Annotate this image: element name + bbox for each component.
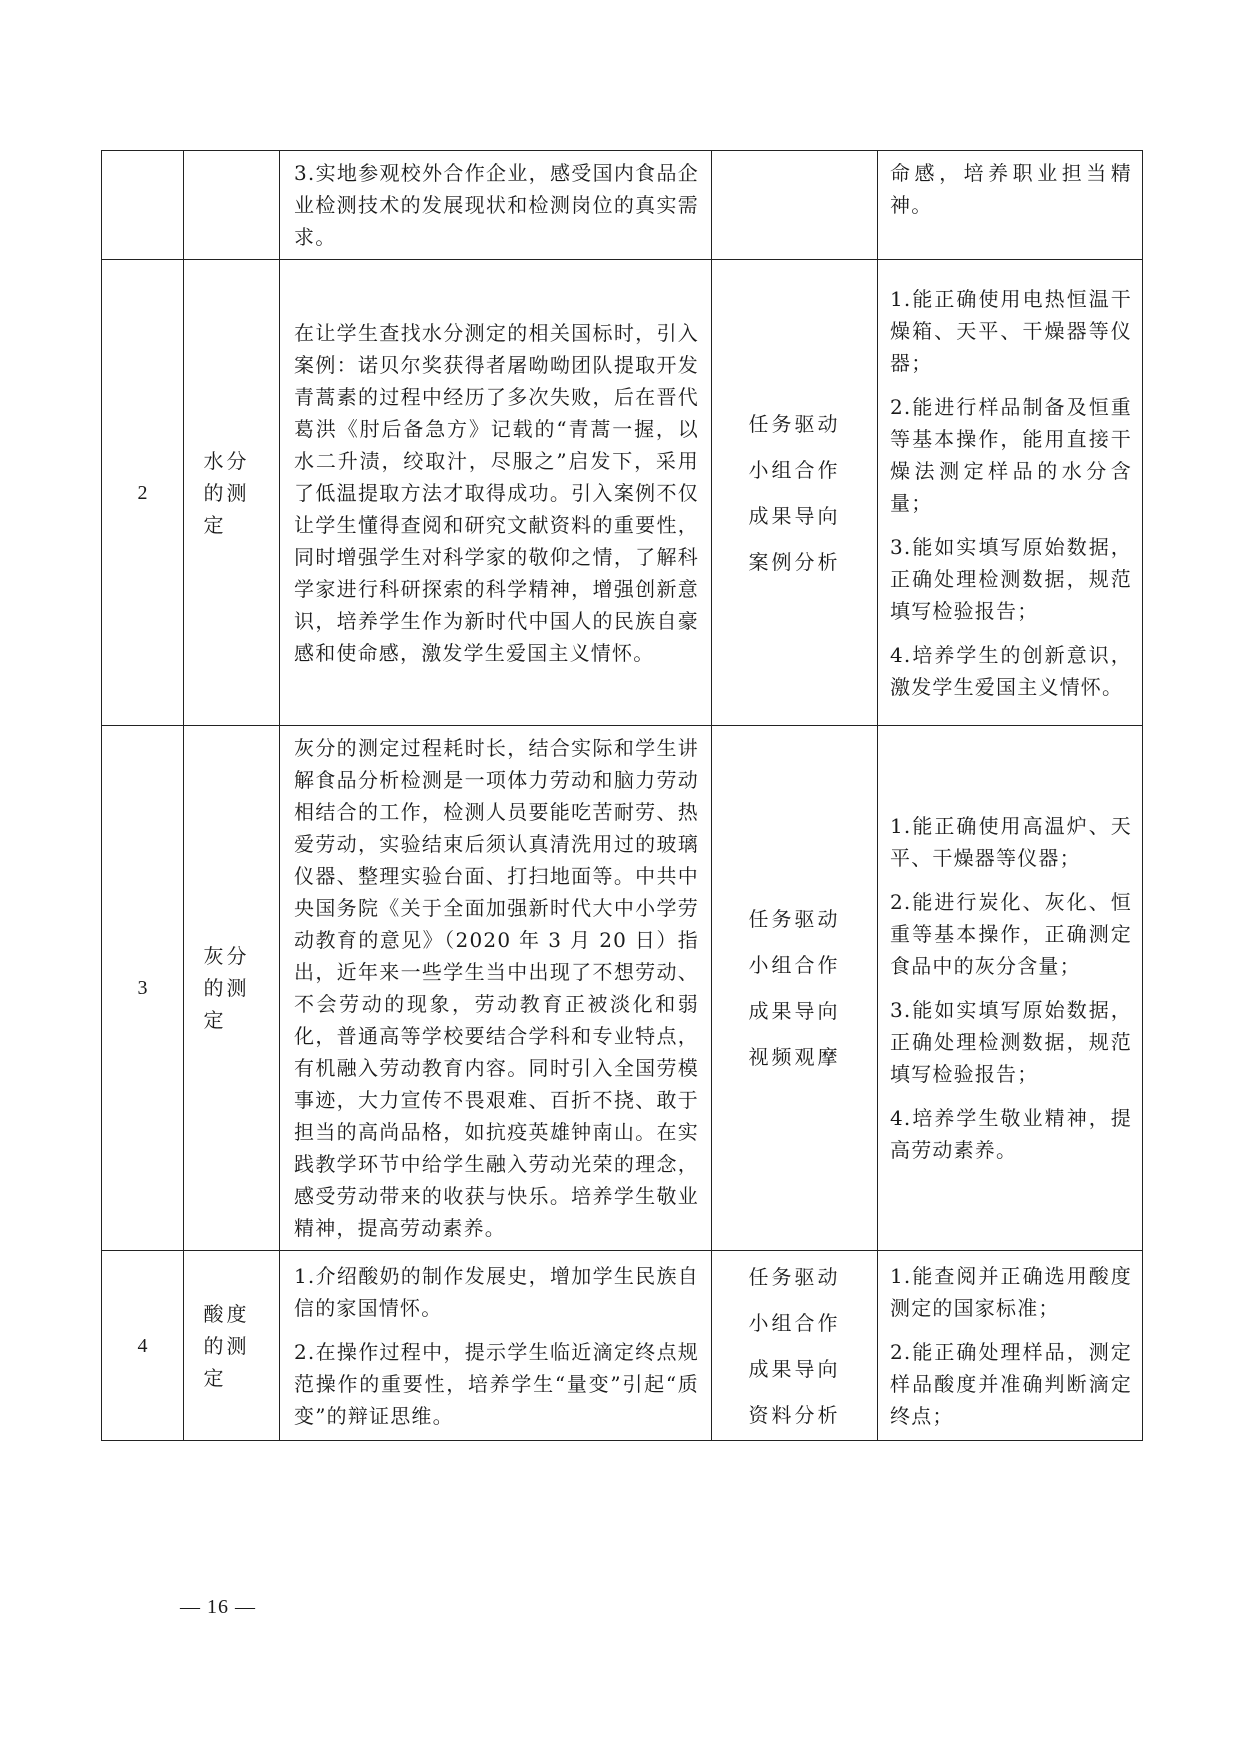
- method-item: 案例分析: [748, 549, 841, 574]
- learning-goals: [878, 726, 1143, 1251]
- goal-item: 1.能正确使用电热恒温干燥箱、天平、干燥器等仪器；: [890, 286, 1132, 375]
- table-row: [102, 1251, 1143, 1441]
- method-item: 小组合作: [748, 457, 841, 482]
- goal-item: 2.能正确处理样品，测定样品酸度并准确判断滴定终点；: [890, 1339, 1132, 1428]
- course-table: [101, 150, 1143, 1441]
- method-item: 成果导向: [748, 503, 841, 528]
- item-name: [184, 1251, 280, 1441]
- learning-goals: [878, 1251, 1143, 1441]
- method-item: 资料分析: [748, 1402, 841, 1427]
- item-name: [184, 726, 280, 1251]
- method-item: 任务驱动: [748, 907, 841, 931]
- row-number: 3: [102, 726, 184, 1251]
- item-name: [184, 260, 280, 726]
- table-body: [102, 151, 1143, 1441]
- method-item: 视频观摩: [748, 1045, 841, 1069]
- item-name-text: 灰分的测定: [203, 944, 250, 1032]
- content-paragraph: 1.介绍酸奶的制作发展史，增加学生民族自信的家国情怀。: [294, 1263, 699, 1320]
- content-paragraph: 在让学生查找水分测定的相关国标时，引入案例：诺贝尔奖获得者屠呦呦团队提取开发青蒿素的过程中经历了多次失败，后在晋代葛洪《肘后备急方》记载的“青蒿一握，以水二升渍，绞取汁，尽服之”启发下，采用了低温提取方法才取得成功。引入案例不仅让学生懂得查阅和研究文献资料的重要性，同时增强学生对科学家的敬仰之情，了解科学家进行科研探索的科学精神，增强创新意识，培养学生作为新时代中国人的民族自豪感和使命感，激发学生爱国主义情怀。: [294, 320, 699, 665]
- row-number: [102, 151, 184, 260]
- teaching-content: [280, 260, 712, 726]
- goal-item: 3.能如实填写原始数据，正确处理检测数据，规范填写检验报告；: [890, 534, 1132, 623]
- table-row: [102, 260, 1143, 726]
- learning-goals: [878, 260, 1143, 726]
- method-item: 小组合作: [748, 953, 841, 977]
- teaching-methods: [712, 151, 878, 260]
- goal-item: 3.能如实填写原始数据，正确处理检测数据，规范填写检验报告；: [890, 998, 1132, 1086]
- teaching-content: [280, 151, 712, 260]
- teaching-methods: [712, 726, 878, 1251]
- content-paragraph: 3.实地参观校外合作企业，感受国内食品企业检测技术的发展现状和检测岗位的真实需求。: [294, 161, 699, 249]
- method-item: 成果导向: [748, 1356, 841, 1381]
- method-item: 成果导向: [748, 999, 841, 1023]
- method-item: 小组合作: [748, 1310, 841, 1335]
- teaching-methods: [712, 1251, 878, 1441]
- item-name: [184, 151, 280, 260]
- content-paragraph: 2.在操作过程中，提示学生临近滴定终点规范操作的重要性，培养学生“量变”引起“质变”的辩证思维。: [294, 1339, 699, 1428]
- content-paragraph: 灰分的测定过程耗时长，结合实际和学生讲解食品分析检测是一项体力劳动和脑力劳动相结合的工作，检测人员要能吃苦耐劳、热爱劳动，实验结束后须认真清洗用过的玻璃仪器、整理实验台面、打扫地面等。中共中央国务院《关于全面加强新时代大中小学劳动教育的意见》（2020 年 3 月 20 日）指出，近年来一些学生当中出现了不想劳动、不会劳动的现象，劳动教育正被淡化和弱化，普通高等学校要结合学科和专业特点，有机融入劳动教育内容。同时引入全国劳模事迹，大力宣传不畏艰难、百折不挠、敢于担当的高尚品格，如抗疫英雄钟南山。在实践教学环节中给学生融入劳动光荣的理念，感受劳动带来的收获与快乐。培养学生敬业精神，提高劳动素养。: [294, 736, 699, 1240]
- goal-item: 1.能查阅并正确选用酸度测定的国家标准；: [890, 1263, 1132, 1320]
- method-item: 任务驱动: [748, 411, 841, 436]
- goal-item: 命感，培养职业担当精神。: [890, 161, 1132, 217]
- page-number: — 16 —: [180, 1596, 256, 1618]
- teaching-content: [280, 726, 712, 1251]
- item-name-text: 酸度的测定: [203, 1301, 250, 1390]
- goal-item: 4.培养学生敬业精神，提高劳动素养。: [890, 1106, 1132, 1162]
- row-number: 2: [102, 260, 184, 726]
- method-item: 任务驱动: [748, 1264, 841, 1289]
- teaching-methods: [712, 260, 878, 726]
- item-name-text: 水分的测定: [203, 448, 250, 537]
- learning-goals: [878, 151, 1143, 260]
- table-row: [102, 151, 1143, 260]
- teaching-content: [280, 1251, 712, 1441]
- row-number: 4: [102, 1251, 184, 1441]
- goal-item: 1.能正确使用高温炉、天平、干燥器等仪器；: [890, 814, 1132, 870]
- goal-item: 4.培养学生的创新意识，激发学生爱国主义情怀。: [890, 642, 1132, 699]
- table-row: [102, 726, 1143, 1251]
- goal-item: 2.能进行炭化、灰化、恒重等基本操作，正确测定食品中的灰分含量；: [890, 890, 1132, 978]
- goal-item: 2.能进行样品制备及恒重等基本操作，能用直接干燥法测定样品的水分含量；: [890, 394, 1132, 515]
